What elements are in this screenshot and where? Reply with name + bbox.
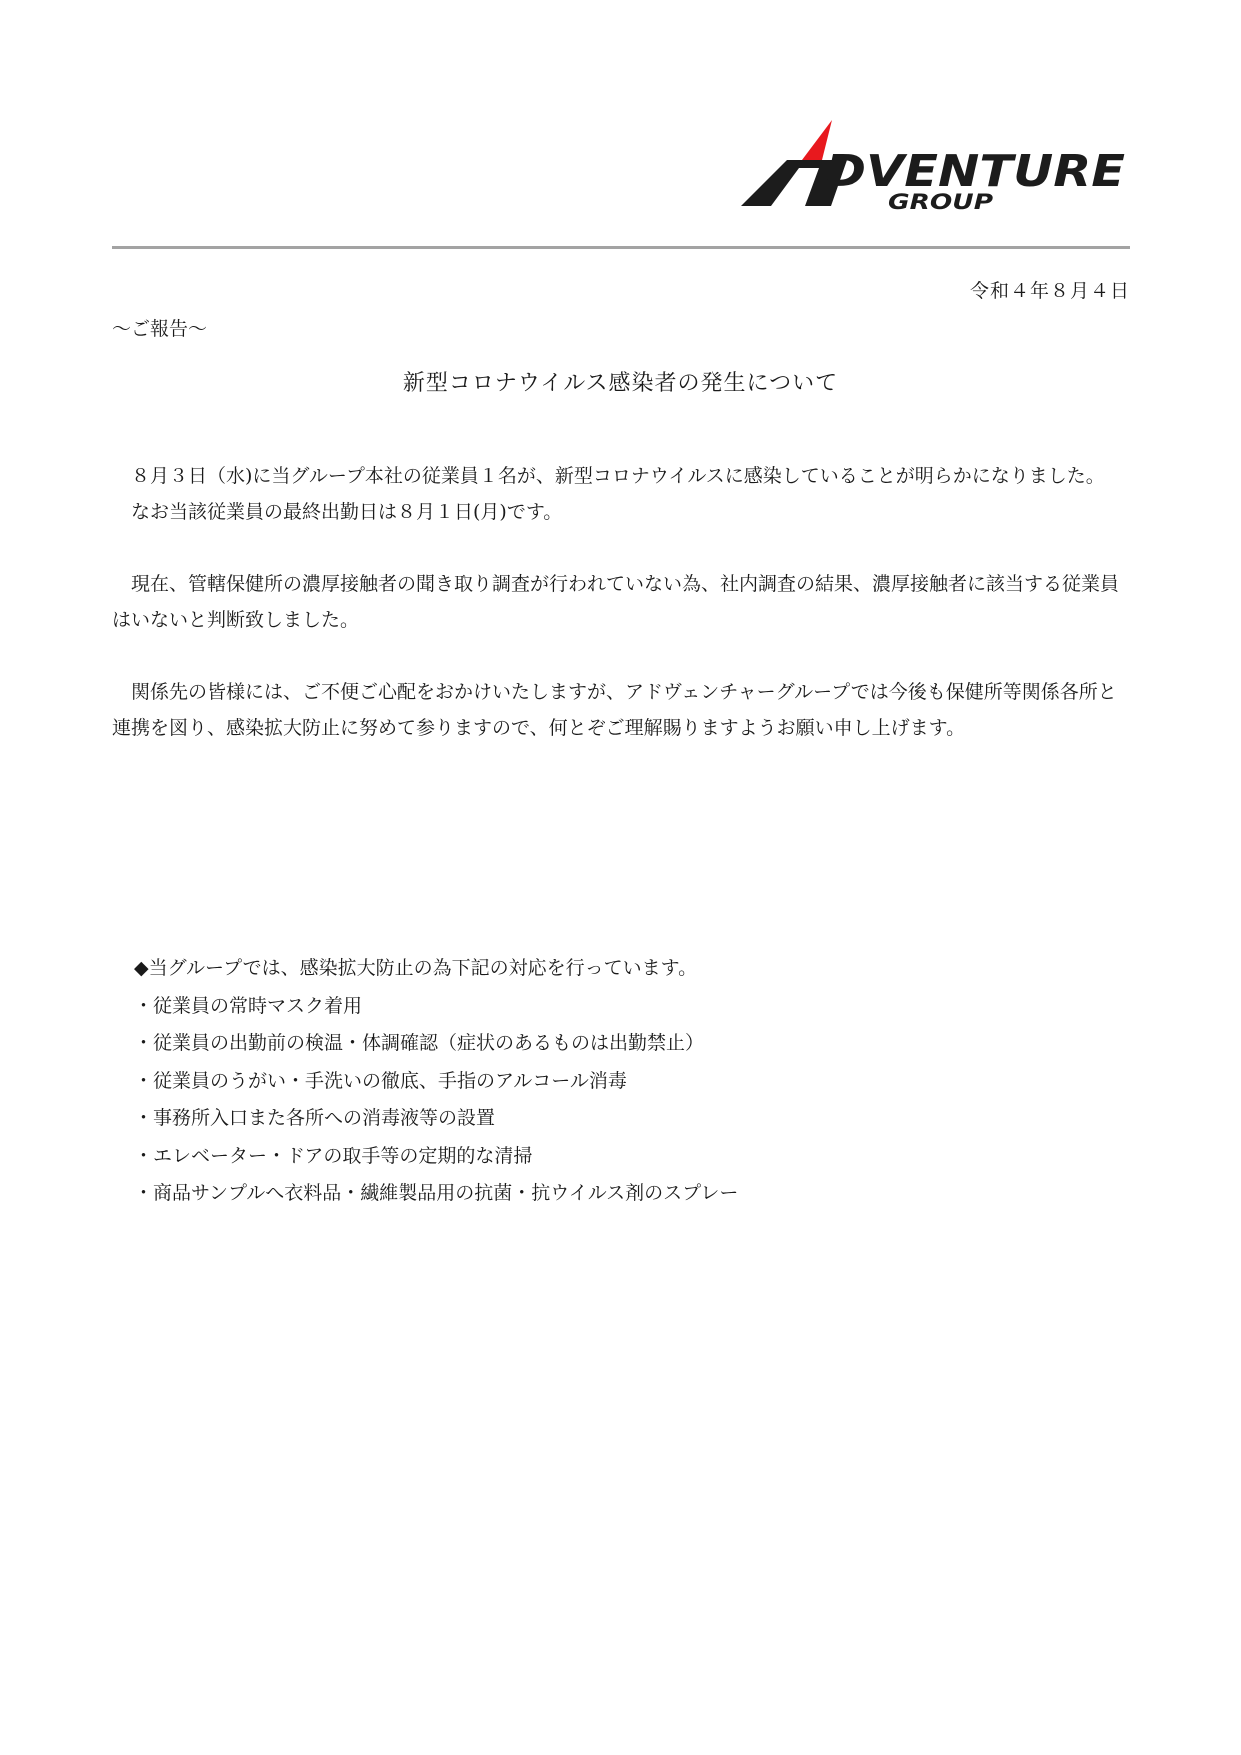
body-paragraph: なお当該従業員の最終出勤日は８月１日(月)です。 xyxy=(131,501,563,523)
company-logo xyxy=(735,118,1135,218)
measure-item: ・従業員のうがい・手洗いの徹底、手指のアルコール消毒 xyxy=(134,1069,627,1092)
measures-heading: ◆当グループでは、感染拡大防止の為下記の対応を行っています。 xyxy=(134,957,698,979)
body-paragraph: ８月３日（水)に当グループ本社の従業員１名が、新型コロナウイルスに感染していることが明らかになりました。 xyxy=(131,465,1105,487)
measure-item: ・商品サンプルへ衣料品・繊維製品用の抗菌・抗ウイルス剤のスプレー xyxy=(134,1182,739,1204)
measure-item: ・従業員の出勤前の検温・体調確認（症状のあるものは出勤禁止） xyxy=(134,1032,705,1054)
report-label: ～ご報告～ xyxy=(112,318,208,340)
measures-list xyxy=(134,950,1114,1213)
body-paragraph: 現在、管轄保健所の濃厚接触者の聞き取り調査が行われていない為、社内調査の結果、濃厚接触者に該当する従業員はいないと判断致しました。 xyxy=(112,573,1120,631)
document-body xyxy=(112,458,1132,746)
logo-sub-text: GROUP xyxy=(888,190,994,214)
measure-item: ・従業員の常時マスク着用 xyxy=(134,994,363,1017)
document-title: 新型コロナウイルス感染者の発生について xyxy=(402,371,839,396)
body-paragraph: 関係先の皆様には、ご不便ご心配をおかけいたしますが、アドヴェンチャーグループでは今後も保健所等関係各所と連携を図り、感染拡大防止に努めて参りますので、何とぞご理解賜りますようお願い申し上げます。 xyxy=(112,681,1117,739)
measure-item: ・事務所入口また各所への消毒液等の設置 xyxy=(134,1107,496,1129)
measure-item: ・エレベーター・ドアの取手等の定期的な清掃 xyxy=(134,1144,533,1167)
logo-main-text: DVENTURE xyxy=(825,146,1125,197)
header-divider xyxy=(112,246,1130,249)
document-date: 令和４年８月４日 xyxy=(969,280,1130,302)
